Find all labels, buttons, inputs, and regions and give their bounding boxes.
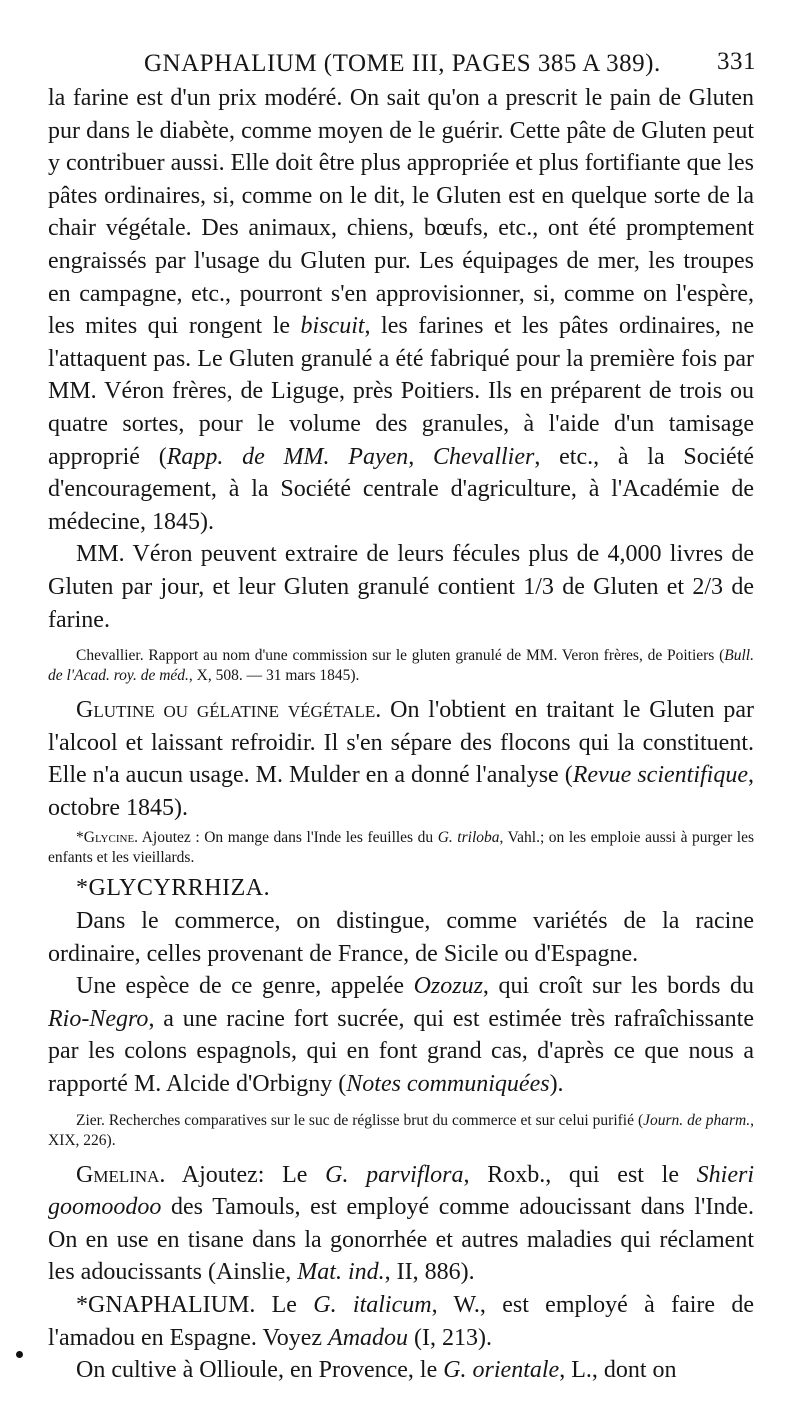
text-run: la farine est d'un prix modéré. On sait qu'on a prescrit le pain de Gluten pur dans le diabète, comme moyen de le guérir. Cette pâte de Gluten peut y contribuer aussi. Elle doit être plus appropriée et plus fortifiante que les pâtes ordinaires, si, comme on le dit, le Gluten est en quelque sorte de la chair végétale. Des animaux, chiens, bœufs, etc., ont été promptement engraissés par l'usage du Gluten pur. Les équipages de mer, les troupes en campagne, etc., pourront s'en approvisionner, si, comme on l'espère, les mites qui rongent le (48, 85, 754, 340)
italic-term: Rio-Negro (48, 1005, 149, 1032)
paragraph-gluten (48, 82, 754, 538)
text-run: Chevallier. Rapport au nom d'une commission sur le gluten granulé de MM. Veron frères, de Poitiers ( (76, 647, 725, 665)
paragraph-veron: MM. Véron peuvent extraire de leurs fécules plus de 4,000 livres de Gluten par jour, et leur Gluten granulé contient 1/3 de Gluten et 2/3 de farine. (48, 541, 754, 633)
italic-reference: Notes communiquées (346, 1071, 550, 1098)
text-run: , W., est employé à faire de l'amadou en Espagne. Voyez (48, 1292, 755, 1351)
paragraph-glutine (48, 694, 754, 824)
italic-term: G. triloba (437, 829, 500, 847)
heading-glycyrrhiza: *GLYCYRRHIZA. (76, 875, 271, 902)
italic-reference: Mat. ind. (297, 1259, 385, 1286)
italic-reference: Revue scientifique (572, 762, 748, 789)
italic-reference: Rapp. de MM. Payen, Chevallier (166, 443, 535, 470)
italic-term: Ozozuz (413, 973, 483, 1000)
text-run: Une espèce de ce genre, appelée (76, 973, 414, 1000)
text-run: , Vahl.; on les emploie aussi à purger les enfants et les vieillards. (48, 829, 754, 867)
text-run: des Tamouls, est employé comme adoucissant dans l'Inde. On en use en tisane dans la gonorrhée et autres maladies qui réclament les adoucissants (Ainslie, (48, 1194, 754, 1286)
paragraph-commerce: Dans le commerce, on distingue, comme variétés de la racine ordinaire, celles provenant de France, de Sicile ou d'Espagne. (48, 908, 754, 967)
entry-title: Gmelina. (76, 1161, 166, 1188)
text-run: (I, 213). (408, 1324, 493, 1351)
paragraph-gnaphalium (48, 1289, 754, 1354)
text-run: , octobre 1845). (48, 762, 754, 821)
text-run: , X, 508. — 31 mars 1845). (188, 667, 360, 685)
italic-term: G. parviflora (325, 1161, 464, 1188)
running-title: GNAPHALIUM (TOME III, PAGES 385 A 389). (144, 50, 661, 77)
text-run: , les farines et les pâtes ordinaires, ne l'attaquent pas. Le Gluten granulé a été fabriqué pour la première fois par MM. Véron frères, de Liguge, près Poitiers. Ils en préparent de trois ou quatre sortes, pour le volume des granules, à l'aide d'un tamisage approprié ( (48, 313, 754, 470)
italic-term: G. italicum (313, 1292, 432, 1318)
text-run: On cultive à Ollioule, en Provence, le (76, 1357, 444, 1384)
entry-title: *GNAPHALIUM. (76, 1292, 256, 1318)
note-glycine (48, 828, 754, 868)
text-run: Le (255, 1292, 314, 1318)
text-run: , a une racine fort sucrée, qui est estimée très rafraîchissante par les colons espagnols, qui en font grand cas, d'après ce que nous a rapporté M. Alcide d'Orbigny ( (48, 1005, 754, 1098)
text-run: , Roxb., qui est le (463, 1161, 697, 1188)
italic-reference: Journ. de pharm. (643, 1111, 751, 1129)
italic-term: Amadou (328, 1324, 409, 1351)
italic-term: G. orientale (443, 1357, 560, 1384)
italic-reference: Bull. de l'Acad. roy. de méd. (48, 647, 754, 685)
text-run: On l'obtient en traitant le Gluten par l'alcool et laissant refroidir. Il s'en sépare des flocons qui la constituent. Elle n'a aucun usage. M. Mulder en a donné l'analyse ( (48, 697, 755, 789)
text-run: , qui croît sur les bords du (482, 973, 754, 1000)
paragraph-gmelina (48, 1159, 754, 1289)
paragraph-ollioule (48, 1354, 754, 1387)
text-run: , XIX, 226). (48, 1111, 754, 1149)
page-body (48, 82, 754, 1387)
page-number: 331 (717, 48, 756, 75)
text-run: Zier. Recherches comparatives sur le suc de réglisse brut du commerce et sur celui purifié ( (76, 1111, 644, 1129)
footnote-zier (48, 1111, 754, 1151)
footnote-chevallier (48, 646, 754, 686)
text-run: , L., dont on (559, 1357, 677, 1384)
paragraph-ozozuz (48, 970, 754, 1100)
text-run: Ajoutez: Le (165, 1161, 326, 1188)
entry-title: *Glycine. (76, 829, 139, 847)
italic-term: Shieri goomoodoo (48, 1161, 754, 1221)
entry-title: Glutine ou gélatine végétale. (76, 697, 382, 724)
ink-dot (16, 1351, 23, 1358)
text-run: Ajoutez : On mange dans l'Inde les feuilles du (138, 829, 438, 847)
page-header (48, 44, 756, 84)
text-run: ). (549, 1071, 564, 1098)
italic-term: biscuit (300, 313, 365, 340)
text-run: , etc., à la Société d'encouragement, à la Société centrale d'agriculture, à l'Académie de médecine, 1845). (48, 443, 755, 535)
text-run: , II, 886). (384, 1259, 475, 1286)
